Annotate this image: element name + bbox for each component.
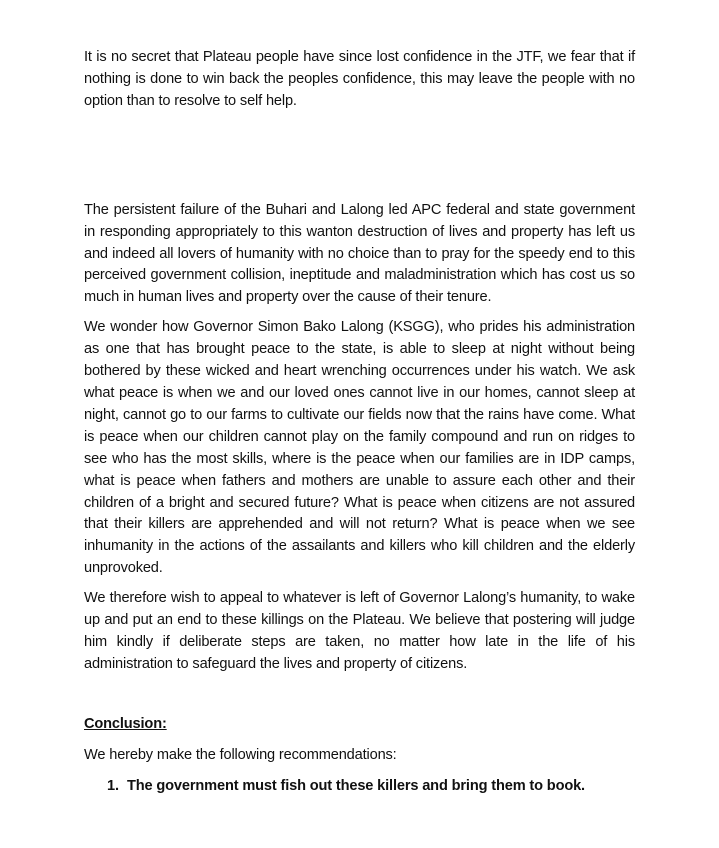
recommendation-item [84,776,635,798]
recommendations-list [84,776,635,798]
conclusion-heading: Conclusion: [84,715,167,732]
paragraph-government-failure: The persistent failure of the Buhari and Lalong led APC federal and state government in responding appropriately to this wanton destruction of lives and property has left us and indeed all lovers of humanity with no choice than to pray for the speedy end to this perceived government collision, ineptitude and maladministration which has cost us so much in human lives and property over the cause of their tenure. [84,201,635,306]
paragraph-jtf-confidence: It is no secret that Plateau people have since lost confidence in the JTF, we fear that if nothing is done to win back the peoples confidence, this may leave the people with no option than to resolve to self help. [84,49,635,109]
recommendation-number: 1. [107,777,119,794]
paragraph-governor-peace: We wonder how Governor Simon Bako Lalong (KSGG), who prides his administration as one that has brought peace to the state, is able to sleep at night without being bothered by these wicked and heart wrenching occurrences under his watch. We ask what peace is when we and our loved ones cannot live in our homes, cannot sleep at night, cannot go to our farms to cultivate our fields now that the rains have come. What is peace when our children cannot play on the family compound and run on ridges to see who has the most skills, where is the peace when our families are in IDP camps, what is peace when fathers and mothers are unable to assure each other and their children of a bright and secured future? What is peace when citizens are not assured that their killers are apprehended and will not return? What is peace when we see inhumanity in the actions of the assailants and killers who kill children and the elderly unprovoked. [84,319,635,577]
recommendations-intro: We hereby make the following recommendations: [84,746,397,763]
recommendation-text: The government must fish out these killers and bring them to book. [127,777,585,794]
document-page [84,47,635,797]
paragraph-appeal: We therefore wish to appeal to whatever is left of Governor Lalong’s humanity, to wake up and put an end to these killings on the Plateau. We believe that postering will judge him kindly if deliberate steps are taken, no matter how late in the life of his administration to safeguard the lives and property of citizens. [84,590,635,672]
